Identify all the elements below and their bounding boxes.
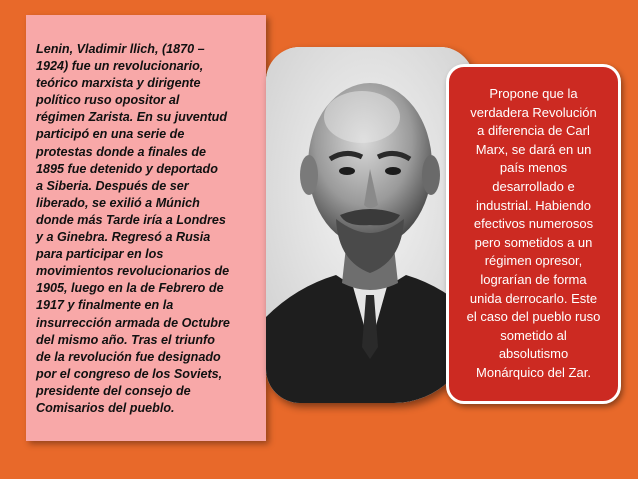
biography-box xyxy=(26,15,266,441)
portrait-photo xyxy=(266,47,474,403)
biography-text: Lenin, Vladimir llich, (1870 – 1924) fue un revolucionario, teórico marxista y dirigente político ruso opositor al régimen Zarista. En su juventud participó en una serie de protestas donde a finales de 1895 fue detenido y deportado a Siberia. Después de ser liberado, se exilió a Múnich donde más Tarde iría a Londres y a Ginebra. Regresó a Rusia para participar en los movimientos revolucionarios de 1905, luego en la de Febrero de 1917 y finalmente en la insurrección armada de Octubre del mismo año. Tras el triunfo de la revolución fue designado por el congreso de los Soviets, presidente del consejo de Comisarios del pueblo. xyxy=(36,42,230,415)
info-box xyxy=(446,64,621,404)
portrait-image xyxy=(266,47,474,403)
info-text: Propone que la verdadera Revolución a diferencia de Carl Marx, se dará en un país menos desarrollado e industrial. Habiendo efectivos numerosos pero sometidos a un régimen opresor, lograrían de forma unida derrocarlo. Este el caso del pueblo ruso sometido al absolutismo Monárquico del Zar. xyxy=(466,86,601,380)
